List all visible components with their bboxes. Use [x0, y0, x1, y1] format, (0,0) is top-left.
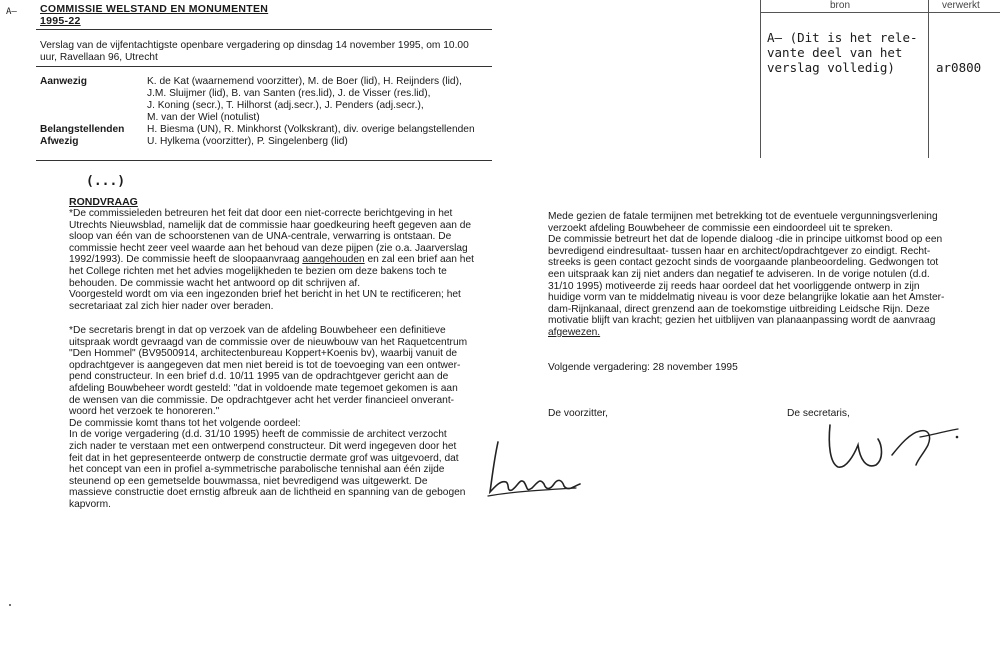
text-line: *De secretaris brengt in dat op verzoek van de afdeling Bouwbeheer een definitieve [69, 325, 446, 336]
chair-signature [480, 430, 600, 510]
stamp-col-processed: verwerkt [942, 0, 980, 11]
text-line: "Den Hommel" (BV9500914, architectenbureau Koppert+Koenis bv), waarbij vanuit de [69, 348, 458, 360]
report-line-2: uur, Ravellaan 96, Utrecht [40, 52, 158, 63]
rondvraag-heading: RONDVRAAG [69, 196, 138, 208]
text-line: uitspraak wordt gevraagd van de commissie over de nieuwbouw van het Raquetcentrum [69, 336, 468, 348]
text-line: De commissie komt thans tot het volgende oordeel: [69, 417, 301, 429]
report-divider [36, 66, 492, 67]
secretary-signature [820, 415, 980, 505]
text-line: feit dat in het gepresenteerde ontwerp de constructie dermate grof was uitgevoerd, dat [69, 452, 459, 464]
stamp-header-line [760, 12, 1000, 13]
rondvraag-paragraph-2 [69, 325, 467, 511]
document-title: COMMISSIE WELSTAND EN MONUMENTEN [40, 3, 269, 15]
stamp-note-line: vante deel van het [767, 45, 903, 60]
right-paragraph [548, 211, 944, 339]
text-line: commissie hecht zeer veel waarde aan het behoud van deze pijpen (zie o.a. Jaarverslag [69, 242, 468, 254]
next-meeting: Volgende vergadering: 28 november 1995 [548, 362, 738, 373]
text-line: De commissie betreurt het dat de lopende dialoog -die in principe uitkomst bood op een [548, 234, 943, 246]
text-line: het College richten met het advies mogelijkheden te bezien om deze bakens toch te [69, 265, 447, 277]
document-number: 1995-22 [40, 15, 81, 27]
text-line: opdrachtgever is aangegeven dat men niet bereid is tot de toevoeging van een ontwer- [69, 359, 461, 371]
text-line [69, 254, 474, 266]
present-line: K. de Kat (waarnemend voorzitter), M. de Boer (lid), H. Reijnders (lid), [147, 76, 462, 87]
text-line: motivatie blijft van kracht; gezien het uitblijven van planaanpassing wordt de aanvraag [548, 315, 936, 327]
stamp-divider [928, 0, 929, 158]
text-line: In de vorige vergadering (d.d. 31/10 1995) heeft de commissie de architect verzocht [69, 429, 447, 441]
text-line: dam-Rijnkanaal, direct grenzend aan de toekomstige uitbreiding Leidsche Rijn. Deze [548, 303, 930, 315]
present-line: J. Koning (secr.), T. Hilhorst (adj.secr.), J. Penders (adj.secr.), [147, 100, 424, 111]
text-line: Mede gezien de fatale termijnen met betrekking tot de eventuele vergunningsverlening [548, 211, 938, 222]
decision-text: afgewezen. [548, 326, 601, 338]
text-line: steunend op een gemetselde bouwmassa, niet bevredigend was uitgewerkt. De [69, 475, 428, 487]
text-line: bevredigend eindresultaat- tussen haar en architect/opdrachtgever zo eindigt. Recht- [548, 245, 931, 257]
text-line: kapvorm. [69, 498, 111, 510]
stamp-left-border [760, 0, 761, 158]
text-line: sloop van één van de schoorstenen van de UNA-centrale, verwarring is ontstaan. De [69, 231, 452, 243]
stamp-code: ar0800 [936, 60, 982, 75]
text-line: 31/10 1995) motiveerde zij reeds haar oordeel dat het voorliggende ontwerp in zijn [548, 280, 920, 292]
text-line: *De commissieleden betreuren het feit dat door een niet-correcte berichtgeving in het [69, 208, 453, 219]
chair-label: De voorzitter, [548, 408, 609, 419]
stamp-note-line: A— (Dit is het rele- [767, 30, 918, 45]
absent-label: Afwezig [40, 136, 79, 147]
text-line: verzoekt afdeling Bouwbeheer de commissie een eindoordeel uit te spreken. [548, 222, 893, 234]
text-line: woord het verzoek te honoreren." [69, 406, 220, 418]
stakeholders-label: Belangstellenden [40, 124, 125, 135]
text-line: Utrechts Nieuwsblad, namelijk dat de commissie haar goedkeuring heeft gegeven aan de [69, 219, 472, 231]
secretary-label: De secretaris, [787, 408, 850, 419]
text-line: huidige vorm van te middelmatig niveau is voor deze belangrijke lokatie aan het Amster- [548, 292, 945, 304]
text-line: zich nader te verstaan met een ontwerpend constructeur. Dit werd ingegeven door het [69, 440, 457, 452]
stamp-col-source: bron [830, 0, 851, 11]
text-line: streeks is geen contact gezocht sinds de voorgaande planbeoordeling. Gedwongen tot [548, 257, 939, 269]
stamp-note-line: verslag volledig) [767, 60, 895, 75]
scan-speck [9, 604, 11, 606]
text-line: pend constructeur. In een brief d.d. 10/11 1995 van de opdrachtgever gericht aan de [69, 371, 449, 383]
attendance-divider [36, 160, 492, 161]
text-line: de wensen van die commissie. De opdrachtgever acht het verder financieel onverant- [69, 394, 455, 406]
text-line: een uitspraak kan zij niet anders dan negatief te adviseren. In de vorige notulen (d.d. [548, 268, 930, 280]
text-line: secretariaat zal zich hier nader over beraden. [69, 300, 274, 312]
text-line: behouden. De commissie wacht het antwoord op dit schrijven af. [69, 277, 361, 289]
rondvraag-paragraph-1 [69, 208, 474, 312]
text-fragment: 1992/1993). De commissie heeft de sloopaanvraag [69, 254, 303, 266]
text-line: afdeling Bouwbeheer wordt gesteld: "dat in voldoende mate tegemoet gekomen is aan [69, 382, 458, 394]
text-line: het concept van een in profiel a-symmetrische parabolische tennishal aan één zijde [69, 464, 445, 476]
text-fragment: en zal een brief aan het [364, 254, 474, 266]
margin-marker: A— [6, 7, 17, 17]
text-line: Voorgesteld wordt om via een ingezonden brief het bericht in het UN te rectificeren; het [69, 289, 461, 301]
omission-marker: (...) [86, 174, 126, 189]
present-line: J.M. Sluijmer (lid), B. van Santen (res.lid), J. de Visser (res.lid), [147, 88, 431, 99]
present-line: M. van der Wiel (notulist) [147, 112, 260, 123]
absent-line: U. Hylkema (voorzitter), P. Singelenberg (lid) [147, 136, 348, 147]
text-line: massieve constructie doet ernstig afbreuk aan de lichtheid en spanning van de gebogen [69, 487, 466, 499]
present-label: Aanwezig [40, 76, 87, 87]
header-divider [36, 29, 492, 30]
stakeholders-line: H. Biesma (UN), R. Minkhorst (Volkskrant), div. overige belangstellenden [147, 124, 475, 135]
underlined-term: aangehouden [302, 254, 365, 266]
report-line-1: Verslag van de vijfentachtigste openbare vergadering op dinsdag 14 november 1995, om 10.00 [40, 40, 469, 51]
